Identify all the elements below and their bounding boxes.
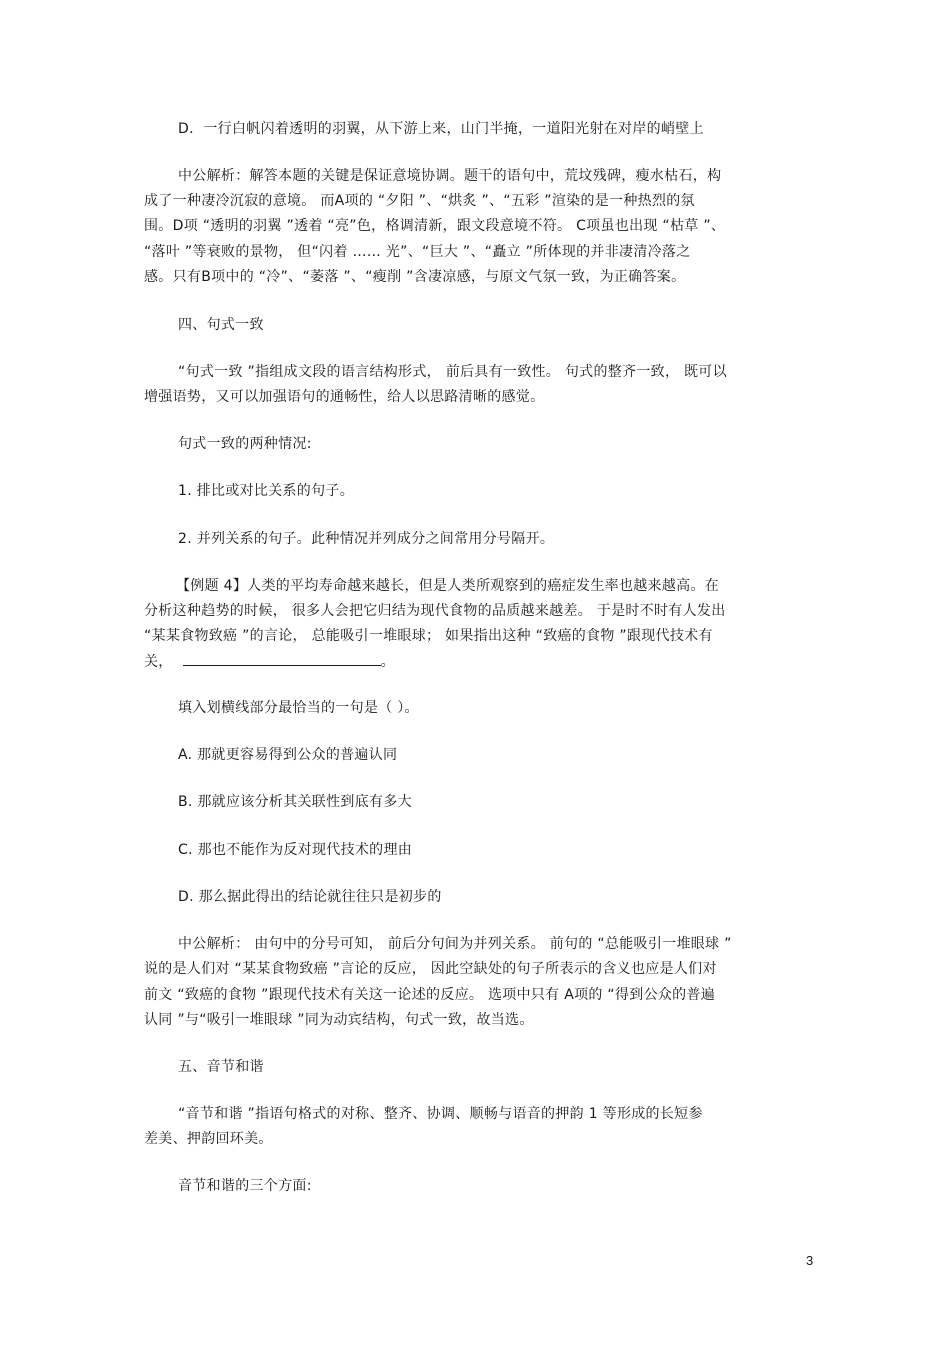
analysis-3-line-4: “落叶 ”等衰败的景物， 但“闪着 …… 光”、“巨大 ”、“矗立 ”所体现的并非凄清冷落之 [144,244,691,260]
analysis-4-line-3: 前文 “致癌的食物 ”跟现代技术有关这一论述的反应。 选项中只有 A项的 “得到公众的普遍 [144,987,716,1003]
example-4-line-4-prefix: 关， [144,654,173,670]
section-4-definition-line-2: 增强语势，又可以加强语句的通畅性，给人以思路清晰的感觉。 [144,389,545,405]
example-4-line-3: “某某食物致癌 ”的言论， 总能吸引一堆眼球； 如果指出这种 “致癌的食物 ”跟现代技术有 [144,628,713,644]
example-4-line-4 [144,651,395,672]
analysis-3-line-1: 中公解析：解答本题的关键是保证意境协调。题干的语句中，荒坟残碑，瘦水枯石，构 [178,168,722,184]
section-4-definition-line-1: “句式一致 ”指组成文段的语言结构形式， 前后具有一致性。 句式的整齐一致， 既可以 [178,364,727,380]
section-5-definition-line-1: “音节和谐 ”指语句格式的对称、整齐、协调、顺畅与语音的押韵 1 等形成的长短参 [178,1106,703,1122]
analysis-3-line-2: 成了一种凄冷沉寂的意境。 而A项的 “夕阳 ”、“烘炙 ”、“五彩 ”渲染的是一种热烈的氛 [144,193,695,209]
section-5-heading: 五、音节和谐 [178,1059,264,1075]
section-5-definition-line-2: 差美、押韵回环美。 [144,1131,273,1147]
analysis-4-line-2: 说的是人们对 “某某食物致癌 ”言论的反应， 因此空缺处的句子所表示的含义也应是人们对 [144,961,717,977]
option-a: A. 那就更容易得到公众的普遍认同 [178,747,398,763]
section-4-heading: 四、句式一致 [178,317,264,333]
answer-blank [183,651,381,666]
page-number: 3 [806,1253,814,1268]
section-4-case-2: 2. 并列关系的句子。此种情况并列成分之间常用分号隔开。 [178,531,555,547]
example-4-line-1: 【例题 4】人类的平均寿命越来越长，但是人类所观察到的癌症发生率也越来越高。在 [176,578,720,594]
option-b: B. 那就应该分析其关联性到底有多大 [178,794,412,810]
example-4-line-2: 分析这种趋势的时候， 很多人会把它归结为现代食物的品质越来越差。 于是时不时有人发出 [144,603,726,619]
analysis-4-line-1: 中公解析： 由句中的分号可知， 前后分句间为并列关系。 前句的 “总能吸引一堆眼球 ” [178,936,732,952]
analysis-3-line-3: 围。D项 “透明的羽翼 ”透着 “亮”色，格调清新，跟文段意境不符。 C项虽也出现 “枯草 ”、 [144,218,726,234]
example-4-line-4-suffix: 。 [380,654,395,670]
option-c: C. 那也不能作为反对现代技术的理由 [178,842,413,858]
section-5-aspects-title: 音节和谐的三个方面: [178,1178,312,1194]
section-4-case-1: 1. 排比或对比关系的句子。 [178,483,355,499]
option-d-previous-question: D．一行白帆闪着透明的羽翼，从下游上来，山门半掩，一道阳光射在对岸的峭壁上 [178,121,704,137]
analysis-3-line-5: 感。只有B项中的 “冷”、“萎落 ”、“瘦削 ”含凄凉感，与原文气氛一致，为正确答案。 [144,269,686,285]
option-d: D. 那么据此得出的结论就往往只是初步的 [178,889,442,905]
section-4-cases-title: 句式一致的两种情况: [178,436,312,452]
example-4-question: 填入划横线部分最恰当的一句是（ ）。 [178,700,419,716]
analysis-4-line-4: 认同 ”与“吸引一堆眼球 ”同为动宾结构，句式一致，故当选。 [144,1012,534,1028]
